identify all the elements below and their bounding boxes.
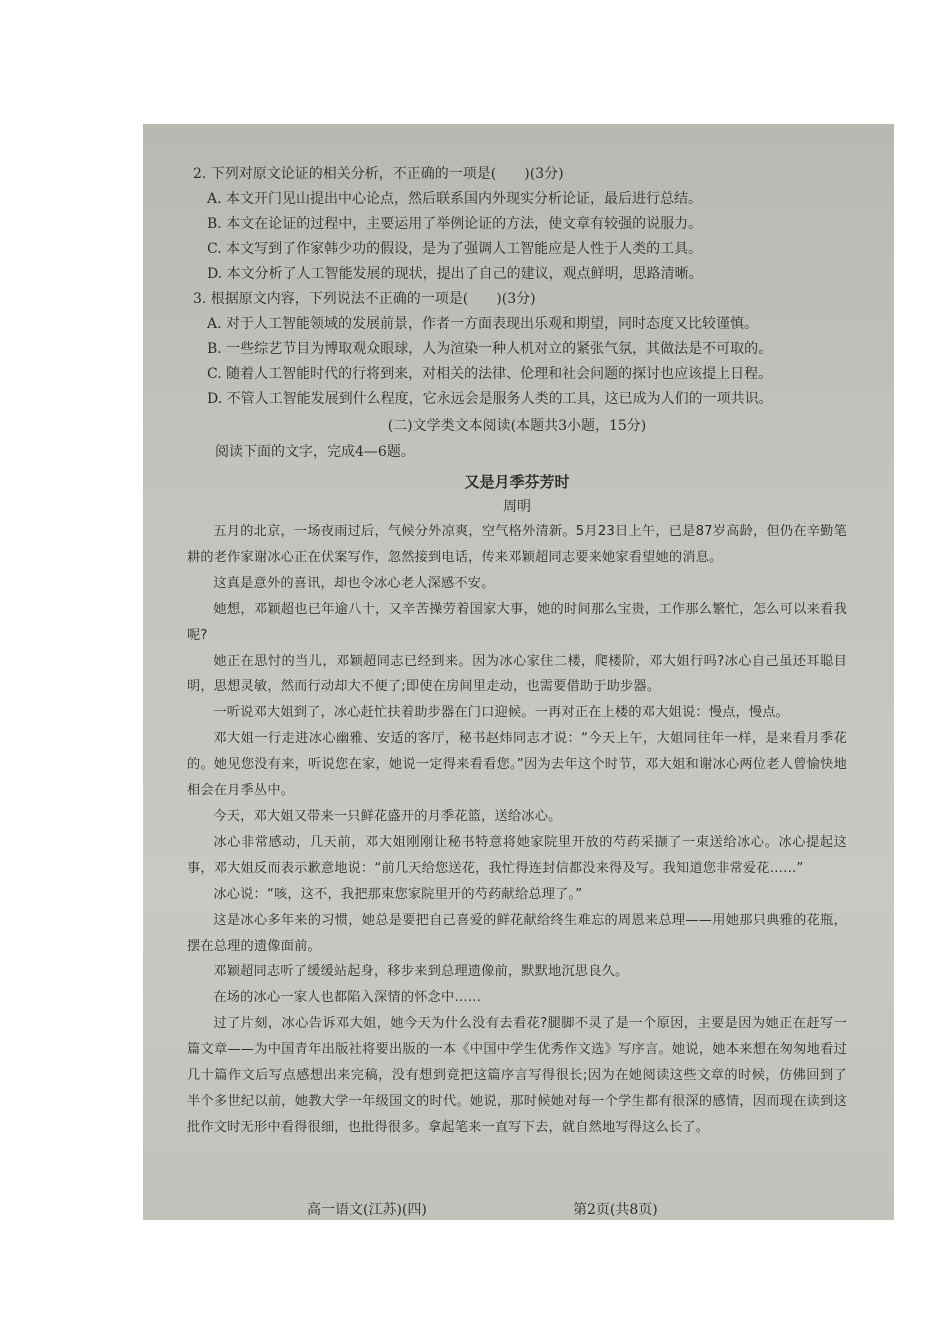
option-d: D. 本文分析了人工智能发展的现状，提出了自己的建议，观点鲜明，思路清晰。 xyxy=(207,266,703,282)
page-footer xyxy=(143,1199,894,1220)
paragraph: 这是冰心多年来的习惯，她总是要把自己喜爱的鲜花献给终生难忘的周恩来总理——用她那只典雅的花瓶，摆在总理的遗像面前。 xyxy=(187,912,847,954)
option-a: A. 本文开门见山提出中心论点，然后联系国内外现实分析论证，最后进行总结。 xyxy=(207,191,703,207)
paragraph: 冰心非常感动，几天前，邓大姐刚刚让秘书特意将她家院里开放的芍药采撷了一束送给冰心。冰心提起这事，邓大姐反而表示歉意地说：“前几天给您送花，我忙得连封信都没来得及写。我知道您非常爱花……” xyxy=(187,834,847,876)
paragraph: 她正在思忖的当儿，邓颖超同志已经到来。因为冰心家住二楼，爬楼阶，邓大姐行吗?冰心自己虽还耳聪目明，思想灵敏，然而行动却大不便了;即使在房间里走动，也需要借助于助步器。 xyxy=(187,653,847,695)
paragraph: 一听说邓大姐到了，冰心赶忙扶着助步器在门口迎候。一再对正在上楼的邓大姐说：慢点，慢点。 xyxy=(213,705,790,721)
question-3 xyxy=(187,287,847,412)
paragraph: 在场的冰心一家人也都陷入深情的怀念中…… xyxy=(213,990,482,1006)
page-content xyxy=(187,162,847,1141)
option-a: A. 对于人工智能领域的发展前景，作者一方面表现出乐观和期望，同时态度又比较谨慎。 xyxy=(207,316,759,332)
footer-page-number: 第2页(共8页) xyxy=(573,1202,658,1218)
option-d: D. 不管人工智能发展到什么程度，它永远会是服务人类的工具，这已成为人们的一项共识。 xyxy=(207,391,773,407)
paragraph: 五月的北京，一场夜雨过后，气候分外凉爽，空气格外清新。5月23日上午，已是87岁高龄，但仍在辛勤笔耕的老作家谢冰心正在伏案写作，忽然接到电话，传来邓颖超同志要来她家看望她的消息。 xyxy=(187,524,847,565)
section-title: (二)文学类文本阅读(本题共3小题，15分) xyxy=(387,418,647,434)
paragraph: 邓大姐一行走进冰心幽雅、安适的客厅，秘书赵炜同志才说：“今天上午，大姐同往年一样，是来看月季花的。她见您没有来，听说您在家，她说一定得来看看您。”因为去年这个时节，邓大姐和谢冰心两位老人曾愉快地相会在月季丛中。 xyxy=(187,731,847,799)
option-b: B. 本文在论证的过程中，主要运用了举例论证的方法，使文章有较强的说服力。 xyxy=(207,216,703,232)
option-c: C. 随着人工智能时代的行将到来，对相关的法律、伦理和社会问题的探讨也应该提上日程。 xyxy=(207,366,773,382)
paragraph: 今天，邓大姐又带来一只鲜花盛开的月季花篮，送给冰心。 xyxy=(213,808,562,824)
question-stem: 2. 下列对原文论证的相关分析，不正确的一项是( )(3分) xyxy=(193,166,564,182)
footer-subject: 高一语文(江苏)(四) xyxy=(307,1202,427,1218)
option-c: C. 本文写到了作家韩少功的假设，是为了强调人工智能应是人性于人类的工具。 xyxy=(207,241,703,257)
exam-page xyxy=(143,124,894,1220)
section-instructions: 阅读下面的文字，完成4—6题。 xyxy=(215,444,415,460)
question-2 xyxy=(187,162,847,287)
paragraph: 她想，邓颖超也已年逾八十，又辛苦操劳着国家大事，她的时间那么宝贵，工作那么繁忙，怎么可以来看我呢? xyxy=(187,601,847,643)
option-b: B. 一些综艺节目为博取观众眼球，人为渲染一种人机对立的紧张气氛，其做法是不可取的。 xyxy=(207,341,773,357)
paragraph: 过了片刻，冰心告诉邓大姐，她今天为什么没有去看花?腿脚不灵了是一个原因，主要是因为她正在赶写一篇文章——为中国青年出版社将要出版的一本《中国中学生优秀作文选》写序言。她说，她本来想在匆匆地看过几十篇作文后写点感想出来完稿，没有想到竟把这篇序言写得很长;因为在她阅读这些文章的时候，仿佛回到了半个多世纪以前，她教大学一年级国文的时代。她说，那时候她对每一个学生都有很深的感情，因而现在读到这批作文时无形中看得很细，也批得很多。拿起笔来一直写下去，就自然地写得这么长了。 xyxy=(187,1016,847,1135)
paragraph: 冰心说：“咳，这不，我把那束您家院里开的芍药献给总理了。” xyxy=(213,886,583,902)
story-title: 又是月季芬芳时 xyxy=(464,473,570,491)
paragraph: 这真是意外的喜讯，却也令冰心老人深感不安。 xyxy=(213,575,495,591)
paragraph: 邓颖超同志听了缓缓站起身，移步来到总理遗像前，默默地沉思良久。 xyxy=(213,964,629,980)
story-body xyxy=(187,519,847,1141)
story-author: 周明 xyxy=(503,499,531,515)
question-stem: 3. 根据原文内容，下列说法不正确的一项是( )(3分) xyxy=(193,291,536,307)
